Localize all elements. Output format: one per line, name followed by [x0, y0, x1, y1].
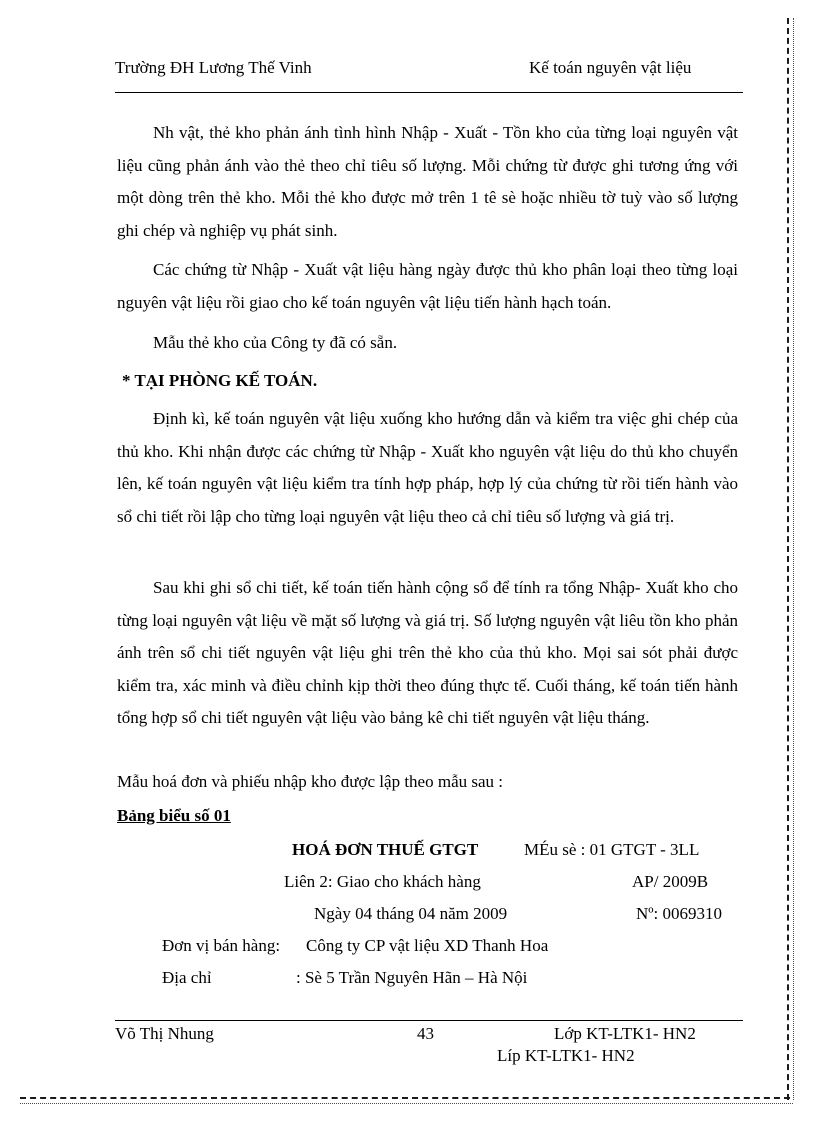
invoice-copy: Liên 2: Giao cho khách hàng	[284, 872, 481, 891]
invoice-title: HOÁ ĐƠN THUẾ GTGT	[292, 840, 479, 859]
seller-label: Đơn vị bán hàng:	[162, 936, 281, 955]
page-border-bottom	[20, 1097, 790, 1099]
seller-value: Công ty CP vật liệu XD Thanh Hoa	[306, 936, 549, 955]
paragraph-5-text: Sau khi ghi sổ chi tiết, kế toán tiến hành cộng sổ để tính ra tổng Nhập- Xuất kho cho từng loại nguyên vật liệu về mặt số lượng và giá trị. Số lượng nguyên vật liêu tồn kho phản ánh trên sổ chi tiết nguyên vật liệu ghi trên thẻ kho của thủ kho. Mọi sai sót phải được kiểm tra, xác minh và điều chỉnh kịp thời theo đúng thực tế. Cuối tháng, kế toán tiến hành tổng hợp sổ chi tiết nguyên vật liệu vào bảng kê chi tiết nguyên vật liệu tháng.	[117, 578, 738, 727]
section-heading: * TẠI PHÒNG KẾ TOÁN.	[122, 371, 318, 390]
footer-author: Võ Thị Nhung	[115, 1024, 214, 1043]
footer-rule	[115, 1020, 743, 1021]
invoice-number: Nº: 0069310	[636, 904, 723, 923]
page-border-right-inner	[793, 18, 794, 1100]
footer-class: Lớp KT-LTK1- HN2	[554, 1024, 696, 1043]
paragraph-2-text: Các chứng từ Nhập - Xuất vật liệu hàng ngày được thủ kho phân loại theo từng loại nguyên vật liệu rồi giao cho kế toán nguyên vật liệu tiến hành hạch toán.	[117, 260, 738, 312]
paragraph-6: Mẫu hoá đơn và phiếu nhập kho được lập theo mẫu sau :	[117, 772, 503, 791]
paragraph-2	[117, 254, 738, 319]
invoice-date: Ngày 04 tháng 04 năm 2009	[314, 904, 508, 923]
invoice-series: AP/ 2009B	[632, 872, 709, 891]
paragraph-4	[117, 403, 738, 533]
paragraph-1-text: Nh vật, thẻ kho phản ánh tình hình Nhập - Xuất - Tồn kho của từng loại nguyên vật liệu cũng phản ánh vào thẻ theo chỉ tiêu số lượng. Mỗi chứng từ được ghi tương ứng với một dòng trên thẻ kho. Mỗi thẻ kho được mở trên 1 tê sè hoặc nhiều tờ tuỳ vào số lượng ghi chép và nghiệp vụ phát sinh.	[117, 123, 738, 240]
address-label: Địa chỉ	[162, 968, 212, 987]
paragraph-4-text: Định kì, kế toán nguyên vật liệu xuống kho hướng dẫn và kiểm tra việc ghi chép của thủ kho. Khi nhận được các chứng từ Nhập - Xuất kho nguyên vật liệu do thủ kho chuyển lên, kế toán nguyên vật liệu kiểm tra tính hợp pháp, hợp lý của chứng từ rồi tiến hành vào sổ chi tiết rồi lập cho từng loại nguyên vật liệu theo cả chỉ tiêu số lượng và giá trị.	[117, 409, 738, 526]
paragraph-3-text: Mẫu thẻ kho của Công ty đã có sẵn.	[153, 333, 398, 352]
header-subject: Kế toán nguyên vật liệu	[529, 58, 692, 77]
page-border-bottom-inner	[20, 1103, 793, 1104]
page-border-right	[787, 18, 789, 1100]
footer-page-number: 43	[417, 1024, 434, 1043]
paragraph-3	[117, 327, 738, 360]
paragraph-1	[117, 117, 738, 247]
address-value: : Sè 5 Trần Nguyên Hãn – Hà Nội	[296, 968, 528, 987]
footer-class-duplicate: Líp KT-LTK1- HN2	[497, 1046, 635, 1065]
header-rule	[115, 92, 743, 93]
invoice-form-code: MÉu sè : 01 GTGT - 3LL	[524, 840, 700, 859]
paragraph-5	[117, 572, 738, 735]
header-school: Trường ĐH Lương Thế Vinh	[115, 58, 312, 77]
table-label: Bảng biểu số 01	[117, 806, 231, 825]
page-header	[115, 58, 745, 82]
